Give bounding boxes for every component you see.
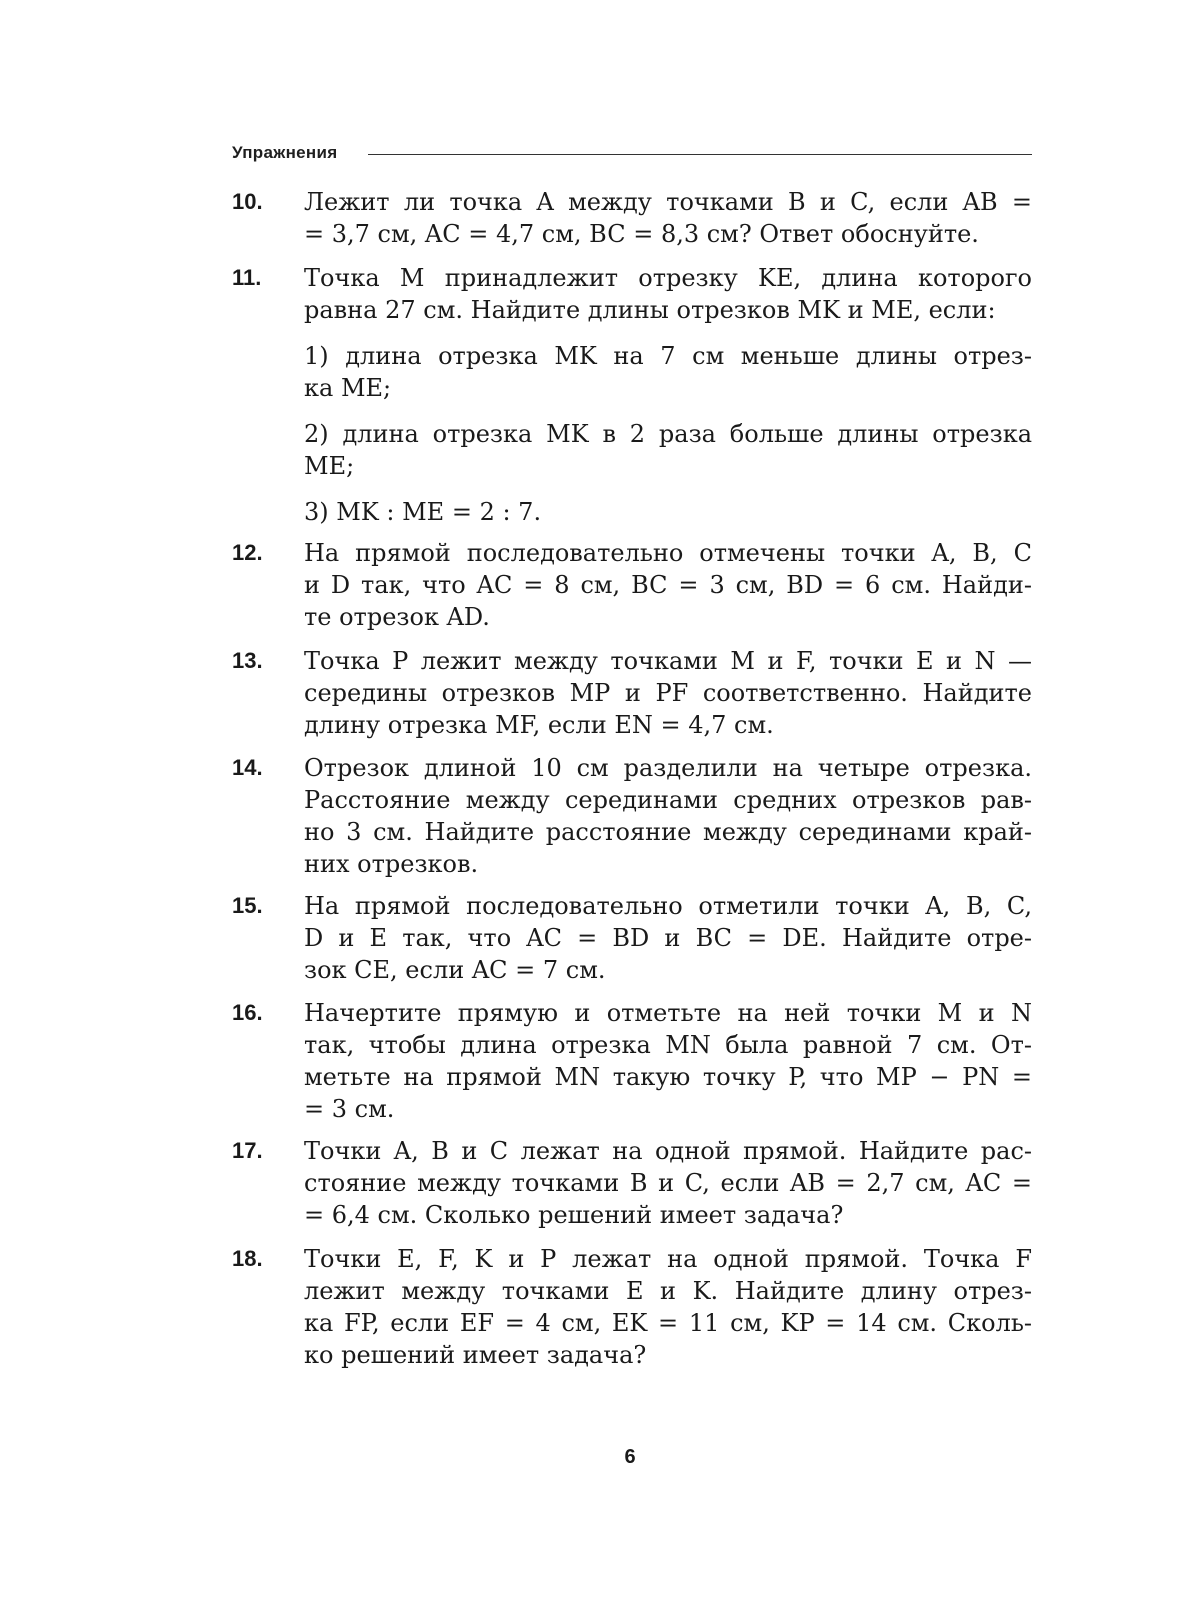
text-line: = 3,7 см, AC = 4,7 см, BC = 8,3 см? Ответ обоснуйте. (304, 220, 979, 248)
exercise-number: 18. (232, 1246, 263, 1271)
text-line: метьте на прямой MN такую точку P, что MP − PN = (304, 1063, 1032, 1091)
exercise-18 (232, 1243, 1032, 1371)
exercise-paragraph (304, 752, 1032, 880)
exercise-text (304, 752, 1032, 880)
exercise-text (304, 1135, 1032, 1231)
text-line: но 3 см. Найдите расстояние между серединами край- (304, 818, 1032, 846)
text-line: Точка M принадлежит отрезку KE, длина которого (304, 264, 1032, 292)
text-line: = 6,4 см. Сколько решений имеет задача? (304, 1201, 844, 1229)
text-line: 2) длина отрезка MK в 2 раза больше длины отрезка (304, 420, 1032, 448)
text-line: На прямой последовательно отметили точки A, B, C, (304, 892, 1032, 920)
text-line: ка FP, если EF = 4 см, EK = 11 см, KP = 14 см. Сколь- (304, 1309, 1032, 1337)
exercise-text (304, 186, 1032, 250)
text-line: ка ME; (304, 374, 392, 402)
text-line: Расстояние между серединами средних отрезков рав- (304, 786, 1032, 814)
exercise-paragraph (304, 890, 1032, 986)
exercise-paragraph (304, 537, 1032, 633)
text-line: Точка P лежит между точками M и F, точки E и N — (304, 647, 1032, 675)
exercise-10 (232, 186, 1032, 250)
section-header (232, 143, 1032, 165)
exercise-text (304, 645, 1032, 741)
exercise-15 (232, 890, 1032, 986)
exercise-number: 14. (232, 755, 263, 780)
exercise-paragraph (304, 262, 1032, 326)
text-line: зок CE, если AC = 7 см. (304, 956, 606, 984)
text-line: длину отрезка MF, если EN = 4,7 см. (304, 711, 774, 739)
text-line: На прямой последовательно отмечены точки A, B, C (304, 539, 1032, 567)
exercise-text (304, 537, 1032, 633)
exercise-number: 11. (232, 265, 262, 290)
exercise-text (304, 997, 1032, 1125)
text-line: 1) длина отрезка MK на 7 см меньше длины отрез- (304, 342, 1032, 370)
text-line: те отрезок AD. (304, 603, 490, 631)
exercise-number: 10. (232, 189, 263, 214)
exercise-text (304, 1243, 1032, 1371)
page-number: 6 (624, 1446, 636, 1468)
text-line: Лежит ли точка A между точками B и C, если AB = (304, 188, 1032, 216)
text-line: 3) MK : ME = 2 : 7. (304, 498, 542, 526)
exercise-paragraph (304, 1243, 1032, 1371)
text-line: Отрезок длиной 10 см разделили на четыре отрезка. (304, 754, 1032, 782)
exercise-number: 12. (232, 540, 263, 565)
exercise-17 (232, 1135, 1032, 1231)
text-line: середины отрезков MP и PF соответственно. Найдите (304, 679, 1032, 707)
text-line: стояние между точками B и C, если AB = 2,7 см, AC = (304, 1169, 1032, 1197)
exercise-subitem (304, 418, 1032, 482)
text-line: Точки A, B и C лежат на одной прямой. Найдите рас- (304, 1137, 1032, 1165)
text-line: них отрезков. (304, 850, 479, 878)
exercise-text (304, 890, 1032, 986)
exercise-12 (232, 537, 1032, 633)
exercise-14 (232, 752, 1032, 880)
text-line: Точки E, F, K и P лежат на одной прямой. Точка F (304, 1245, 1032, 1273)
exercise-16 (232, 997, 1032, 1125)
text-line: и D так, что AC = 8 см, BC = 3 см, BD = 6 см. Найди- (304, 571, 1032, 599)
exercise-text (304, 262, 1032, 528)
exercise-paragraph (304, 997, 1032, 1125)
exercise-paragraph (304, 1135, 1032, 1231)
header-rule (368, 154, 1032, 155)
exercise-13 (232, 645, 1032, 741)
exercise-number: 13. (232, 648, 263, 673)
exercise-paragraph (304, 645, 1032, 741)
text-line: ME; (304, 452, 355, 480)
text-line: ко решений имеет задача? (304, 1341, 647, 1369)
text-line: = 3 см. (304, 1095, 395, 1123)
text-line: лежит между точками E и K. Найдите длину отрез- (304, 1277, 1032, 1305)
exercise-subitem (304, 340, 1032, 404)
text-line: Начертите прямую и отметьте на ней точки M и N (304, 999, 1032, 1027)
text-line: D и E так, что AC = BD и BC = DE. Найдите отре- (304, 924, 1032, 952)
exercise-number: 16. (232, 1000, 263, 1025)
section-title: Упражнения (232, 143, 338, 162)
exercise-number: 17. (232, 1138, 263, 1163)
text-line: так, чтобы длина отрезка MN была равной 7 см. От- (304, 1031, 1032, 1059)
exercise-number: 15. (232, 893, 263, 918)
exercise-paragraph (304, 186, 1032, 250)
text-line: равна 27 см. Найдите длины отрезков MK и ME, если: (304, 296, 996, 324)
exercise-subitem (304, 496, 1032, 528)
exercise-11 (232, 262, 1032, 528)
